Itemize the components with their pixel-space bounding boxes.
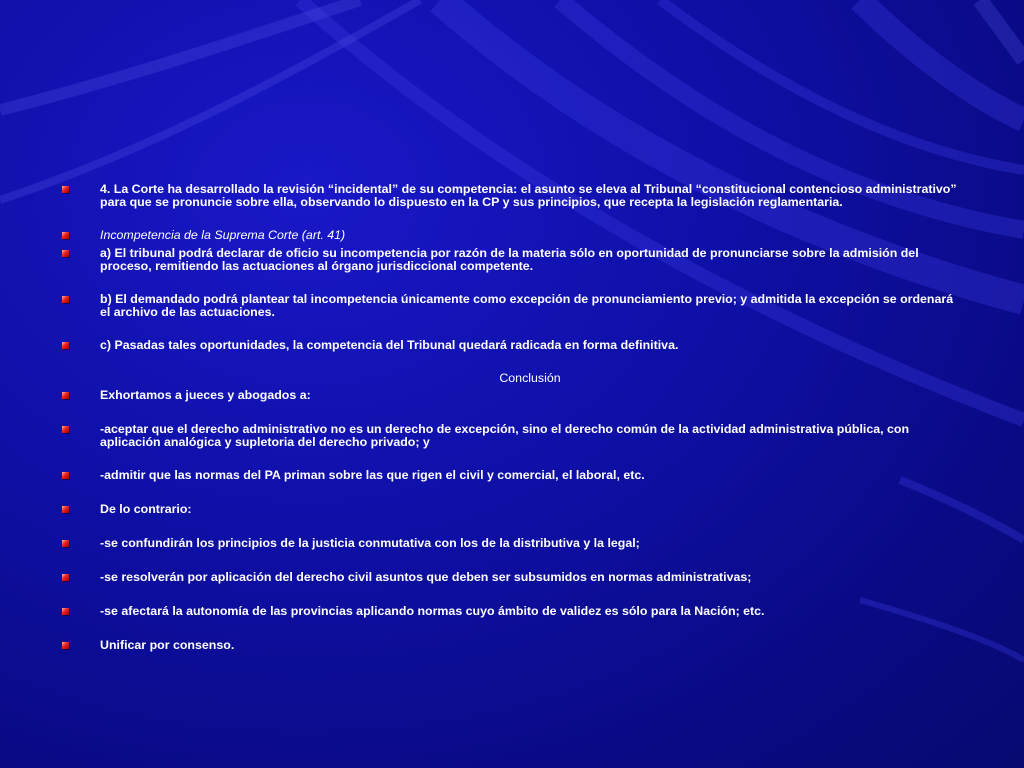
item-text: De lo contrario: [100, 502, 192, 516]
slide-body [60, 183, 960, 652]
bullet-item [60, 503, 960, 516]
bullet-item [60, 639, 960, 652]
bullet-square-icon [62, 506, 69, 513]
bullet-square-icon [62, 642, 69, 649]
bullet-square-icon [62, 186, 69, 193]
bullet-item [60, 605, 960, 618]
bullet-square-icon [62, 540, 69, 547]
item-text: c) Pasadas tales oportunidades, la competencia del Tribunal quedará radicada en forma definitiva. [100, 338, 679, 352]
bullet-square-icon [62, 392, 69, 399]
bullet-square-icon [62, 608, 69, 615]
item-text: -se resolverán por aplicación del derecho civil asuntos que deben ser subsumidos en normas administrativas; [100, 570, 752, 584]
bullet-item [60, 229, 960, 242]
item-text: -admitir que las normas del PA priman sobre las que rigen el civil y comercial, el laboral, etc. [100, 468, 645, 482]
bullet-square-icon [62, 472, 69, 479]
bullet-item [60, 247, 960, 273]
bullet-square-icon [62, 574, 69, 581]
bullet-square-icon [62, 296, 69, 303]
bullet-square-icon [62, 250, 69, 257]
bullet-item [60, 537, 960, 550]
conclusion-heading: Conclusión [499, 371, 561, 385]
bullet-item [60, 423, 960, 449]
item-text: Exhortamos a jueces y abogados a: [100, 388, 311, 402]
bullet-item [60, 339, 960, 352]
item-text: -se confundirán los principios de la justicia conmutativa con los de la distributiva y la legal; [100, 536, 640, 550]
bullet-square-icon [62, 342, 69, 349]
item-text: -se afectará la autonomía de las provincias aplicando normas cuyo ámbito de validez es sólo para la Nación; etc. [100, 604, 765, 618]
bullet-square-icon [62, 232, 69, 239]
item-text: a) El tribunal podrá declarar de oficio su incompetencia por razón de la materia sólo en oportunidad de pronunciarse sobre la admisión del proceso, remitiendo las actuaciones al órgano jurisdiccional competente. [100, 246, 919, 273]
bullet-item [60, 469, 960, 482]
bullet-item [60, 183, 960, 209]
bullet-item [60, 571, 960, 584]
item-text: b) El demandado podrá plantear tal incompetencia únicamente como excepción de pronunciamiento previo; y admitida la excepción se ordenará el archivo de las actuaciones. [100, 292, 954, 319]
item-text: Incompetencia de la Suprema Corte (art. 41) [100, 228, 346, 242]
item-text: 4. La Corte ha desarrollado la revisión “incidental” de su competencia: el asunto se eleva al Tribunal “constitucional contencioso administrativo” para que se pronuncie sobre ella, observando lo dispuesto en la CP y sus principios, que recepta la legislación reglamentaria. [100, 182, 957, 209]
item-text: -aceptar que el derecho administrativo no es un derecho de excepción, sino el derecho común de la actividad administrativa pública, con aplicación analógica y supletoria del derecho privado; y [100, 422, 910, 449]
bullet-item [60, 293, 960, 319]
bullet-item [60, 389, 960, 402]
bullet-square-icon [62, 426, 69, 433]
item-text: Unificar por consenso. [100, 638, 235, 652]
